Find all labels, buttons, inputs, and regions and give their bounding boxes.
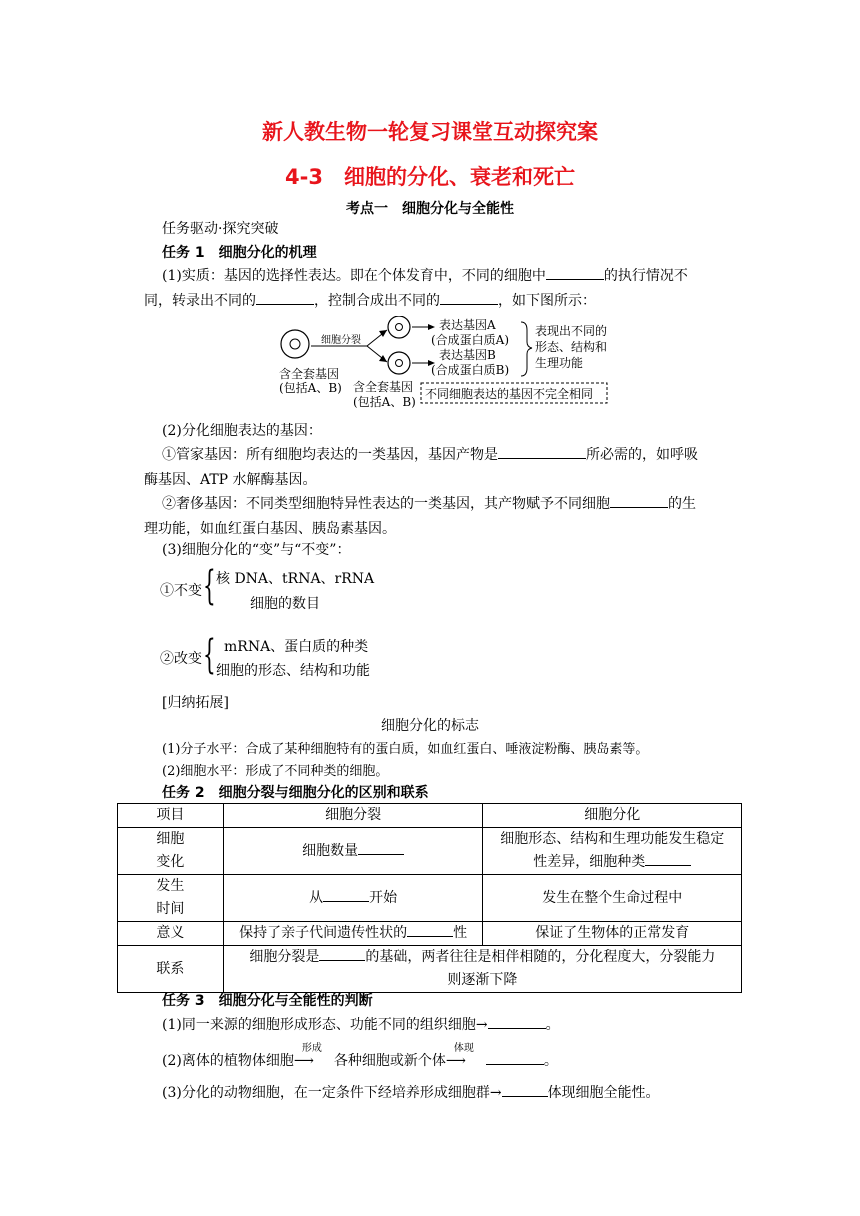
division-cell: 保持了亲子代间遗传性状的 性 — [223, 922, 483, 946]
table-row — [118, 828, 742, 875]
differentiation-cell: 保证了生物体的正常发育 — [483, 922, 742, 946]
parent-gene-label: 含全套基因 — [279, 367, 340, 381]
header-item: 项目 — [118, 804, 224, 828]
row-label: 意义 — [118, 922, 224, 946]
result-line-3: 生理功能 — [535, 356, 584, 370]
gene-a-label: 表达基因A — [439, 318, 496, 332]
daughter-gene-detail: (包括A、B) — [353, 395, 416, 409]
luxury-paragraph: ②奢侈基因：不同类型细胞特异性表达的一类基因，其产物赋予不同细胞 的生 理功能，如血红蛋白基因、胰岛素基因。 — [144, 492, 738, 542]
division-cell: 从 开始 — [223, 875, 483, 922]
task3-line-3: (3)分化的动物细胞，在一定条件下经培养形成细胞群→ 体现细胞全能性。 — [162, 1082, 660, 1102]
daughter-cell-a — [388, 316, 410, 338]
gene-b-label: 表达基因B — [439, 348, 496, 362]
forms-arrow: 形成 ⟶ — [293, 1043, 322, 1069]
task1-paragraph: (1)实质：基因的选择性表达。即在个体发育中，不同的细胞中 的执行情况不 同，转录出不同的 ，控制合成出不同的 ，如下图所示： — [144, 264, 738, 314]
task3-heading: 任务 3 细胞分化与全能性的判断 — [162, 993, 373, 1009]
relation-cell: 细胞分裂是 的基础，两者往往是相伴相随的，分化程度大，分裂能力 则逐渐下降 — [223, 946, 741, 993]
row-label: 发生 时间 — [118, 875, 224, 922]
note-text: 不同细胞表达的基因不完全相同 — [425, 387, 594, 401]
table-row — [118, 922, 742, 946]
division-label: 细胞分裂 — [321, 335, 361, 346]
unchanged-brace: { — [203, 563, 216, 609]
daughter-gene-label: 含全套基因 — [353, 380, 414, 394]
result-brace — [521, 322, 532, 376]
protein-b-label: (合成蛋白质B) — [431, 363, 510, 377]
changed-brace: { — [203, 632, 216, 678]
unchanged-label: ①不变 — [160, 583, 202, 599]
header-division: 细胞分裂 — [223, 804, 483, 828]
task1-heading: 任务 1 细胞分化的机理 — [162, 245, 317, 261]
division-cell: 细胞数量 — [223, 828, 483, 875]
changed-item-1: mRNA、蛋白质的种类 — [224, 639, 369, 655]
changed-label: ②改变 — [160, 651, 202, 667]
differentiation-cell: 细胞形态、结构和生理功能发生稳定 性差异，细胞种类 — [483, 828, 742, 875]
summary-tag: [归纳拓展] — [162, 695, 229, 711]
result-line-1: 表现出不同的 — [535, 324, 608, 338]
task2-heading: 任务 2 细胞分裂与细胞分化的区别和联系 — [162, 785, 429, 801]
table-row — [118, 875, 742, 922]
table-header-row — [118, 804, 742, 828]
summary-title: 细胞分化的标志 — [381, 718, 479, 734]
differentiation-cell: 发生在整个生命过程中 — [483, 875, 742, 922]
section-title: 考点一 细胞分化与全能性 — [346, 201, 514, 217]
comparison-table — [117, 803, 742, 993]
summary-line-2: (2)细胞水平：形成了不同种类的细胞。 — [162, 764, 389, 779]
intro-text: 任务驱动·探究突破 — [162, 221, 279, 237]
daughter-cell-b — [388, 352, 410, 374]
differentiation-diagram — [275, 316, 625, 410]
task3-line-2: (2)离体的植物体细胞 形成 ⟶ 各种细胞或新个体 体现 ⟶ 。 — [162, 1043, 558, 1069]
header-differentiation: 细胞分化 — [483, 804, 742, 828]
page-title: 新人教生物一轮复习课堂互动探究案 — [262, 120, 598, 144]
unchanged-item-1: 核 DNA、tRNA、rRNA — [216, 571, 375, 587]
parent-cell — [281, 330, 309, 358]
chapter-title: 4-3 细胞的分化、衰老和死亡 — [285, 165, 575, 189]
parent-gene-detail: (包括A、B) — [279, 381, 342, 395]
row-label: 细胞 变化 — [118, 828, 224, 875]
summary-line-1: (1)分子水平：合成了某种细胞特有的蛋白质，如血红蛋白、唾液淀粉酶、胰岛素等。 — [162, 742, 649, 757]
change-heading: (3)细胞分化的“变”与“不变”： — [162, 542, 351, 558]
row-label: 联系 — [118, 946, 224, 993]
task3-line-1: (1)同一来源的细胞形成形态、功能不同的组织细胞→ 。 — [162, 1014, 560, 1034]
result-line-2: 形态、结构和 — [535, 340, 608, 354]
genes-heading: (2)分化细胞表达的基因： — [162, 423, 322, 439]
table-row — [118, 946, 742, 993]
changed-item-2: 细胞的形态、结构和功能 — [216, 663, 370, 679]
housekeeping-paragraph: ①管家基因：所有细胞均表达的一类基因，基因产物是 所必需的，如呼吸 酶基因、ATP 水解酶基因。 — [144, 443, 738, 493]
unchanged-item-2: 细胞的数目 — [250, 596, 320, 612]
protein-a-label: (合成蛋白质A) — [431, 333, 510, 347]
embodies-arrow: 体现 ⟶ — [445, 1043, 474, 1069]
